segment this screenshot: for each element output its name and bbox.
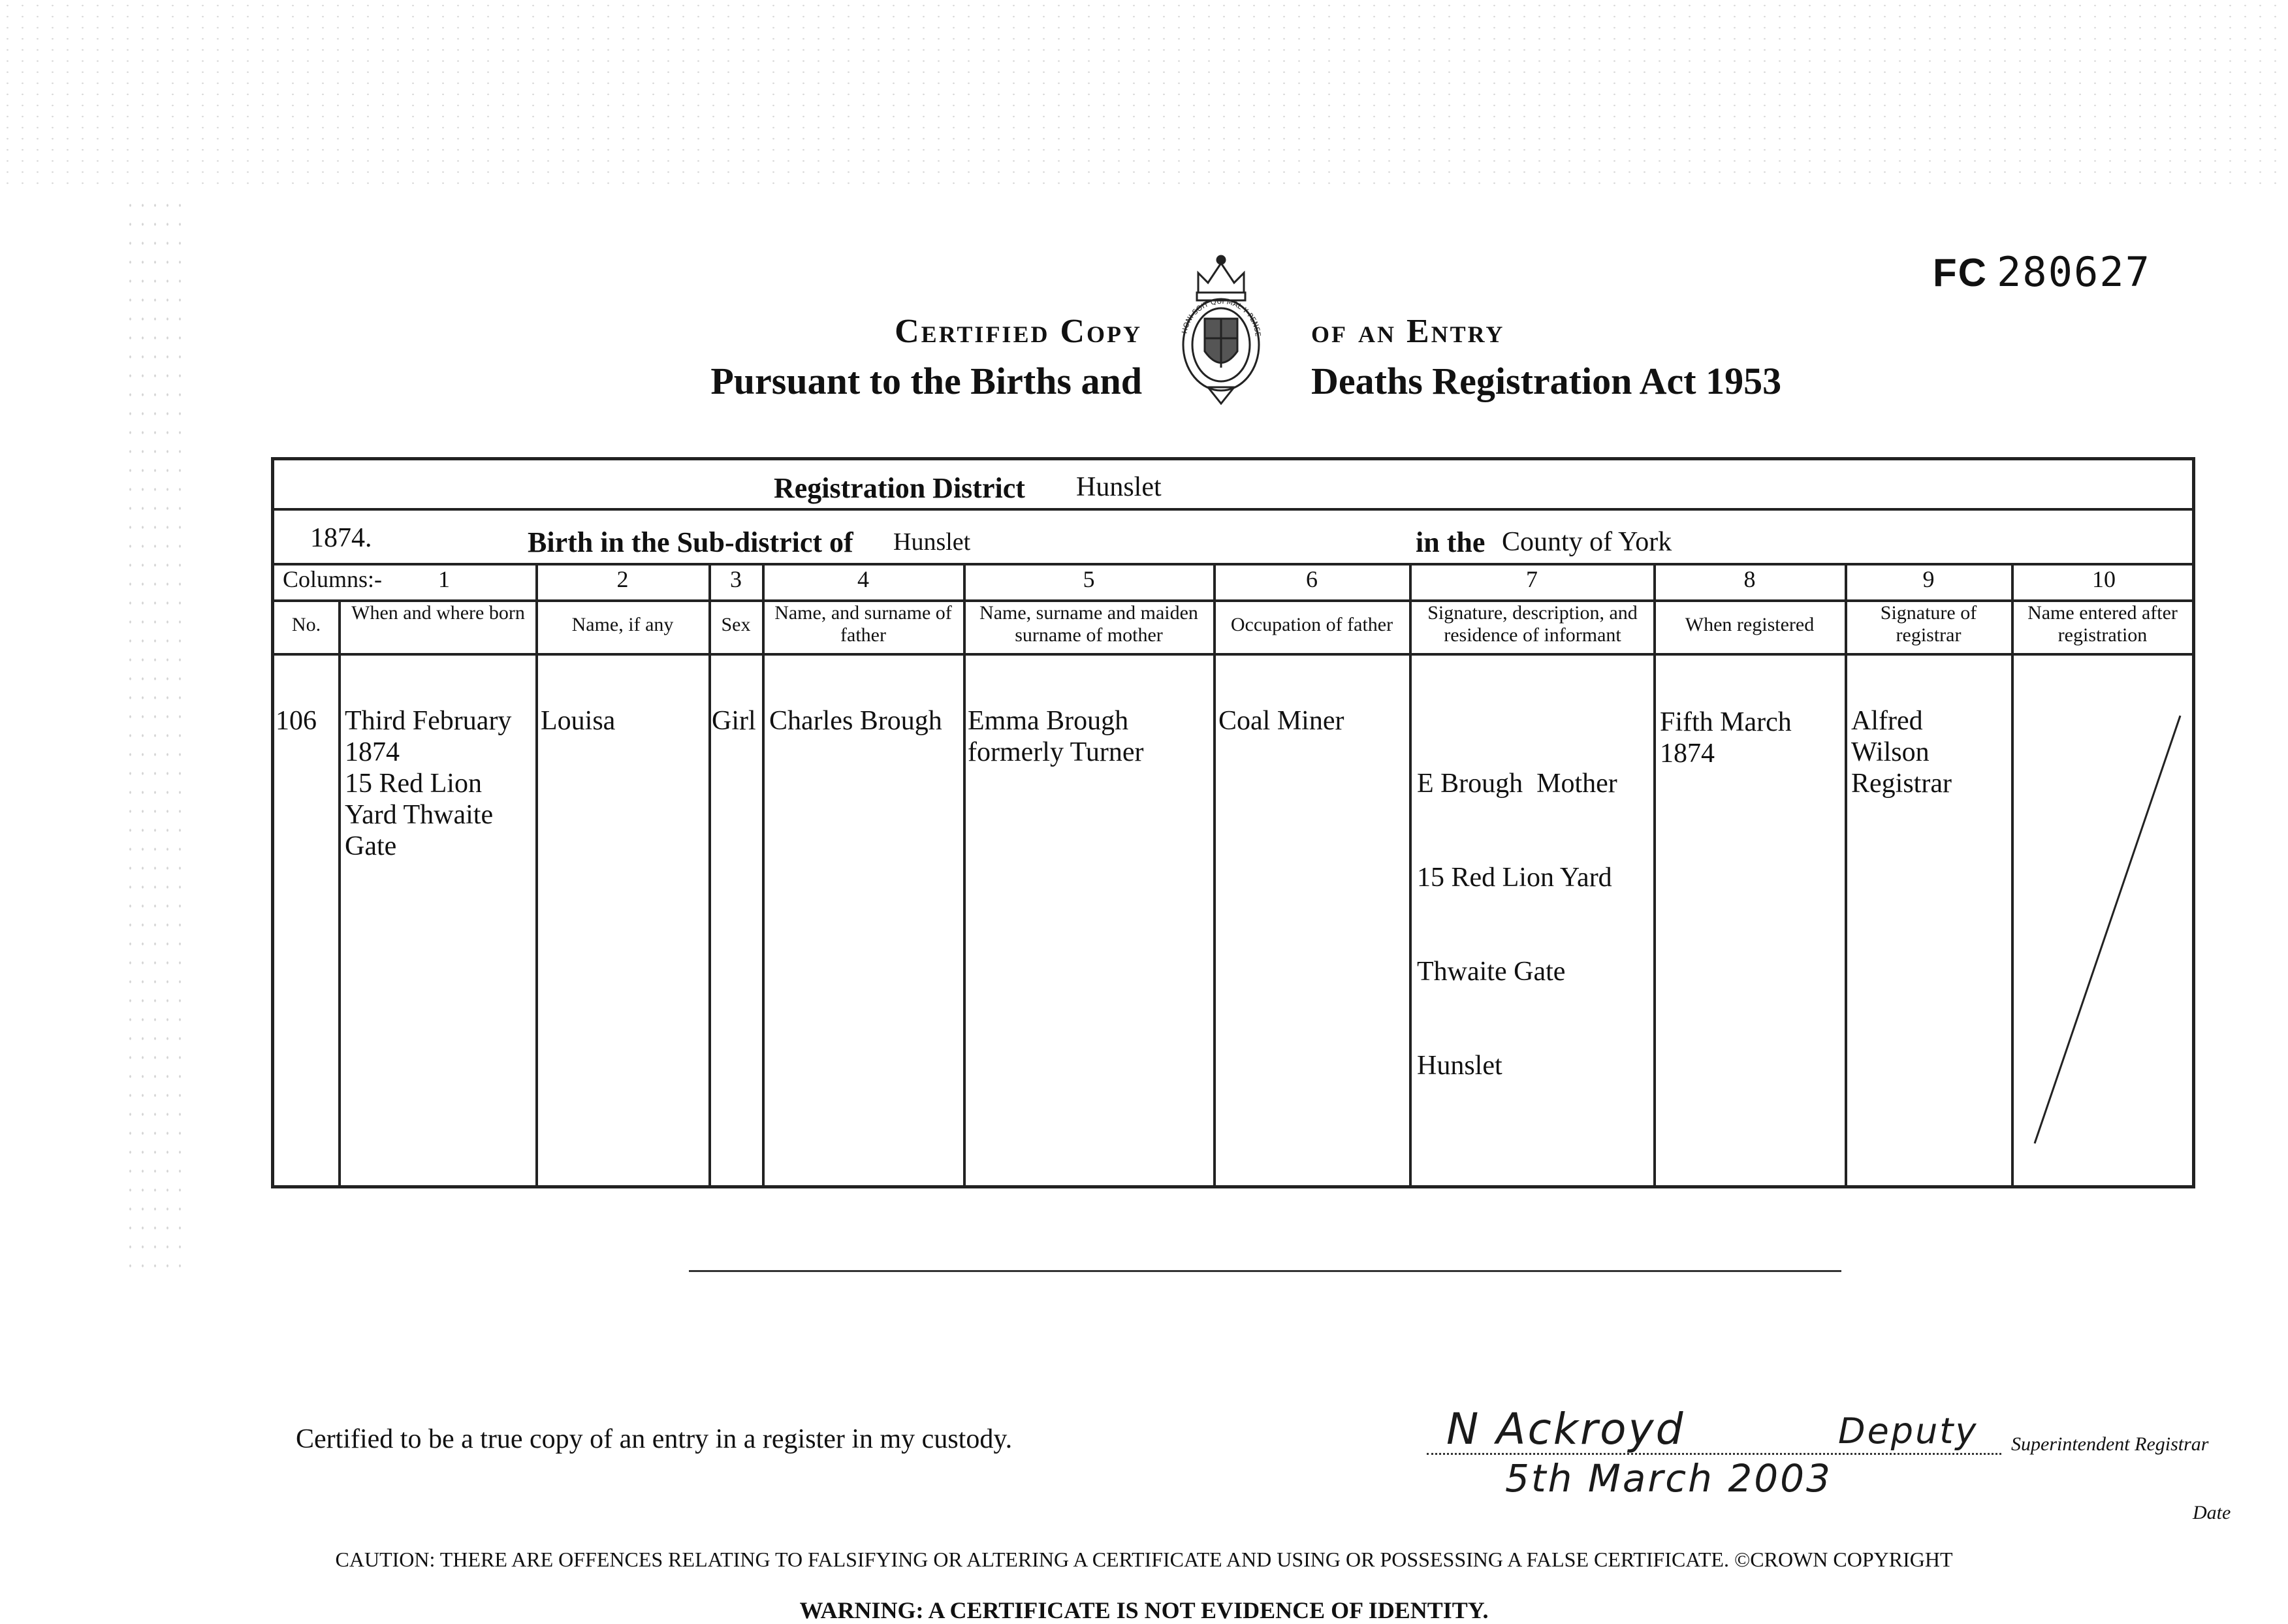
certificate-serial: 280627 (1996, 248, 2151, 296)
entry-line: E Brough Mother (1417, 769, 1617, 799)
entry-line: Yard Thwaite (345, 800, 494, 830)
entry-line: Registrar (1851, 769, 1952, 799)
entry-when-registered (1660, 707, 1792, 769)
entry-line: Third February (345, 706, 512, 736)
column-divider (963, 563, 966, 1187)
entry-registrar (1851, 705, 1952, 799)
column-divider (1653, 563, 1656, 1187)
caution-notice: CAUTION: THERE ARE OFFENCES RELATING TO FALSIFYING OR ALTERING A CERTIFICATE AND USING OR POSSESSING A FALSE CERTIFICATE. ©CROWN COPYRIGHT (335, 1548, 1953, 1571)
registration-district-label: Registration District (774, 472, 1025, 504)
entry-father: Charles Brough (769, 706, 942, 736)
column-divider (1213, 563, 1216, 1187)
header-name-after: Name entered after registration (2027, 602, 2178, 646)
header-name: Name, if any (571, 614, 674, 635)
header-informant: Signature, description, and residence of informant (1427, 602, 1638, 646)
registration-year: 1874. (310, 523, 372, 553)
entry-line: 15 Red Lion (345, 769, 482, 799)
header-registrar: Signature of registrar (1880, 602, 1977, 646)
entry-occupation: Coal Miner (1218, 706, 1344, 736)
column-divider (1409, 563, 1412, 1187)
certificate-prefix: FC (1933, 251, 1988, 295)
heading-pursuant: Pursuant to the Births and (710, 360, 1142, 402)
certificate-number (1933, 248, 2151, 296)
table-rule (271, 653, 2195, 656)
header-no: No. (291, 614, 321, 635)
entry-line: 1874 (345, 737, 400, 767)
heading-of-an-entry: of an Entry (1311, 313, 1505, 350)
handwritten-date: 5th March 2003 (1505, 1456, 1832, 1501)
strike-through-mark (2014, 656, 2191, 1186)
entry-when-where (345, 705, 534, 862)
header-occupation: Occupation of father (1230, 614, 1393, 635)
entry-line: 1874 (1660, 739, 1715, 769)
footer-divider (689, 1270, 1841, 1272)
header-mother: Name, surname and maiden surname of mother (979, 602, 1198, 646)
signature-note: Deputy (1838, 1410, 1978, 1452)
column-number: 2 (616, 566, 629, 592)
certified-statement: Certified to be a true copy of an entry in a register in my custody. (296, 1424, 1013, 1454)
column-divider (762, 563, 765, 1187)
entry-line: Thwaite Gate (1417, 957, 1566, 987)
registrar-signature: N Ackroyd (1446, 1404, 1685, 1454)
entry-mother (968, 705, 1143, 768)
entry-sex: Girl (712, 706, 756, 736)
column-divider (535, 563, 538, 1187)
column-number: 9 (1922, 566, 1935, 592)
county-label: in the (1416, 526, 1486, 558)
warning-notice: WARNING: A CERTIFICATE IS NOT EVIDENCE OF IDENTITY. (799, 1597, 1489, 1623)
column-number: 5 (1083, 566, 1095, 592)
paper-texture-left (124, 196, 183, 1273)
column-number: 1 (438, 566, 450, 592)
column-number: 4 (857, 566, 869, 592)
subdistrict-value: Hunslet (893, 528, 971, 556)
header-when-where: When and where born (351, 602, 525, 624)
crest-motto: HONI SOIT QUI MAL Y PENSE (1180, 296, 1263, 338)
column-number: 8 (1743, 566, 1756, 592)
entry-name: Louisa (541, 706, 616, 736)
entry-informant (1417, 705, 1617, 1113)
table-rule (271, 508, 2195, 511)
entry-line: Emma Brough (968, 706, 1129, 736)
date-label: Date (2193, 1502, 2231, 1523)
entry-line: Wilson (1851, 737, 1930, 767)
entry-line: Fifth March (1660, 707, 1792, 737)
heading-act: Deaths Registration Act 1953 (1311, 360, 1782, 402)
column-number: 7 (1526, 566, 1538, 592)
header-sex: Sex (721, 614, 751, 635)
subdistrict-label: Birth in the Sub-district of (528, 526, 853, 558)
column-divider (708, 563, 711, 1187)
superintendent-label: Superintendent Registrar (2011, 1433, 2209, 1455)
entry-line: Hunslet (1417, 1051, 1502, 1081)
entry-line: Gate (345, 831, 397, 861)
column-divider (338, 599, 341, 1187)
royal-crest-icon (1172, 247, 1270, 410)
column-number: 10 (2092, 566, 2116, 592)
entry-line: 15 Red Lion Yard (1417, 863, 1612, 893)
column-divider (1845, 563, 1847, 1187)
county-value: County of York (1502, 527, 1672, 557)
registration-district-value: Hunslet (1076, 472, 1162, 502)
entry-no: 106 (276, 706, 317, 736)
entry-line: Alfred (1851, 706, 1923, 736)
entry-line: formerly Turner (968, 737, 1144, 767)
paper-texture (0, 0, 2288, 189)
header-father: Name, and surname of father (774, 602, 952, 646)
column-number: 3 (730, 566, 742, 592)
heading-certified-copy: Certified Copy (895, 313, 1142, 350)
column-number: 6 (1306, 566, 1318, 592)
columns-label: Columns:- (283, 566, 383, 592)
header-when-registered: When registered (1685, 614, 1815, 635)
